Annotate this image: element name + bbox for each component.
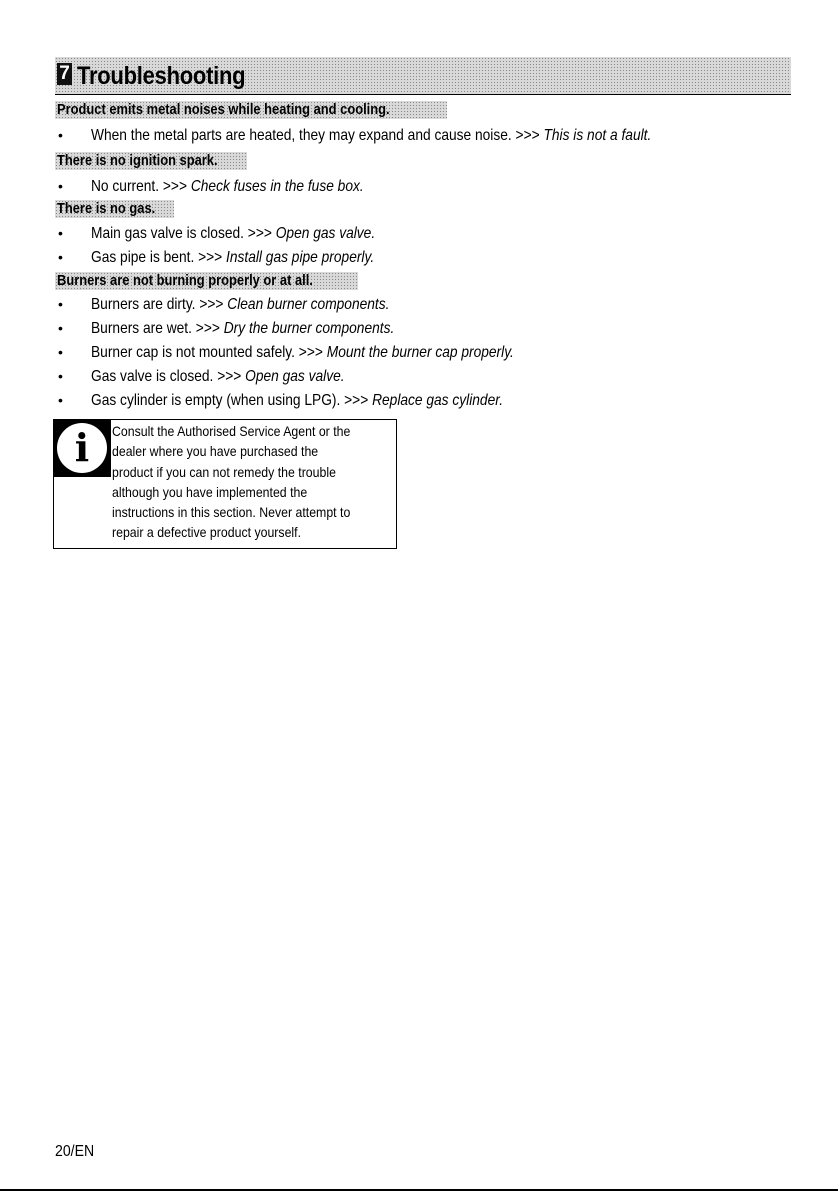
cause-text: When the metal parts are heated, they may expand and cause noise. bbox=[91, 127, 512, 144]
problem-heading: There is no ignition spark. bbox=[55, 152, 247, 170]
info-icon: i bbox=[54, 420, 111, 477]
bullet: • bbox=[58, 225, 63, 241]
cause-text: Gas pipe is bent. bbox=[91, 249, 195, 266]
separator: >>> bbox=[199, 296, 224, 313]
separator: >>> bbox=[217, 368, 242, 385]
bullet: • bbox=[58, 127, 63, 143]
remedy-text: Install gas pipe properly. bbox=[226, 249, 375, 266]
remedy-text: Clean burner components. bbox=[227, 296, 390, 313]
remedy-text: Replace gas cylinder. bbox=[372, 392, 504, 409]
bullet: • bbox=[58, 368, 63, 384]
separator: >>> bbox=[162, 178, 187, 195]
bullet: • bbox=[58, 249, 63, 265]
cause-text: Burners are dirty. bbox=[91, 296, 196, 313]
section-title: Troubleshooting bbox=[77, 62, 246, 90]
bullet: • bbox=[58, 320, 63, 336]
cause-text: Gas valve is closed. bbox=[91, 368, 214, 385]
section-number: 7 bbox=[57, 63, 72, 85]
separator: >>> bbox=[515, 127, 540, 144]
separator: >>> bbox=[344, 392, 369, 409]
separator: >>> bbox=[247, 225, 272, 242]
note-text: Consult the Authorised Service Agent or the dealer where you have purchased the product if you can not remedy the trouble although you have implemented the instructions in this section. Never attempt to repair a defective product yourself. bbox=[112, 423, 351, 541]
page-number: 20/EN bbox=[55, 1143, 95, 1160]
separator: >>> bbox=[198, 249, 223, 266]
remedy-text: Mount the burner cap properly. bbox=[326, 344, 514, 361]
cause-text: No current. bbox=[91, 178, 160, 195]
bullet: • bbox=[58, 392, 63, 408]
cause-text: Burners are wet. bbox=[91, 320, 192, 337]
problem-heading: There is no gas. bbox=[55, 200, 174, 218]
cause-text: Burner cap is not mounted safely. bbox=[91, 344, 295, 361]
separator: >>> bbox=[298, 344, 323, 361]
remedy-text: Open gas valve. bbox=[245, 368, 345, 385]
remedy-text: This is not a fault. bbox=[543, 127, 652, 144]
remedy-text: Check fuses in the fuse box. bbox=[190, 178, 364, 195]
remedy-text: Dry the burner components. bbox=[223, 320, 395, 337]
separator: >>> bbox=[195, 320, 220, 337]
problem-heading: Product emits metal noises while heating and cooling. bbox=[55, 101, 447, 119]
cause-text: Gas cylinder is empty (when using LPG). bbox=[91, 392, 341, 409]
info-note bbox=[53, 419, 397, 549]
remedy-text: Open gas valve. bbox=[275, 225, 376, 242]
bullet: • bbox=[58, 178, 63, 194]
problem-heading: Burners are not burning properly or at all. bbox=[55, 272, 358, 290]
bullet: • bbox=[58, 296, 63, 312]
bullet: • bbox=[58, 344, 63, 360]
section-banner bbox=[55, 57, 791, 95]
cause-text: Main gas valve is closed. bbox=[91, 225, 244, 242]
